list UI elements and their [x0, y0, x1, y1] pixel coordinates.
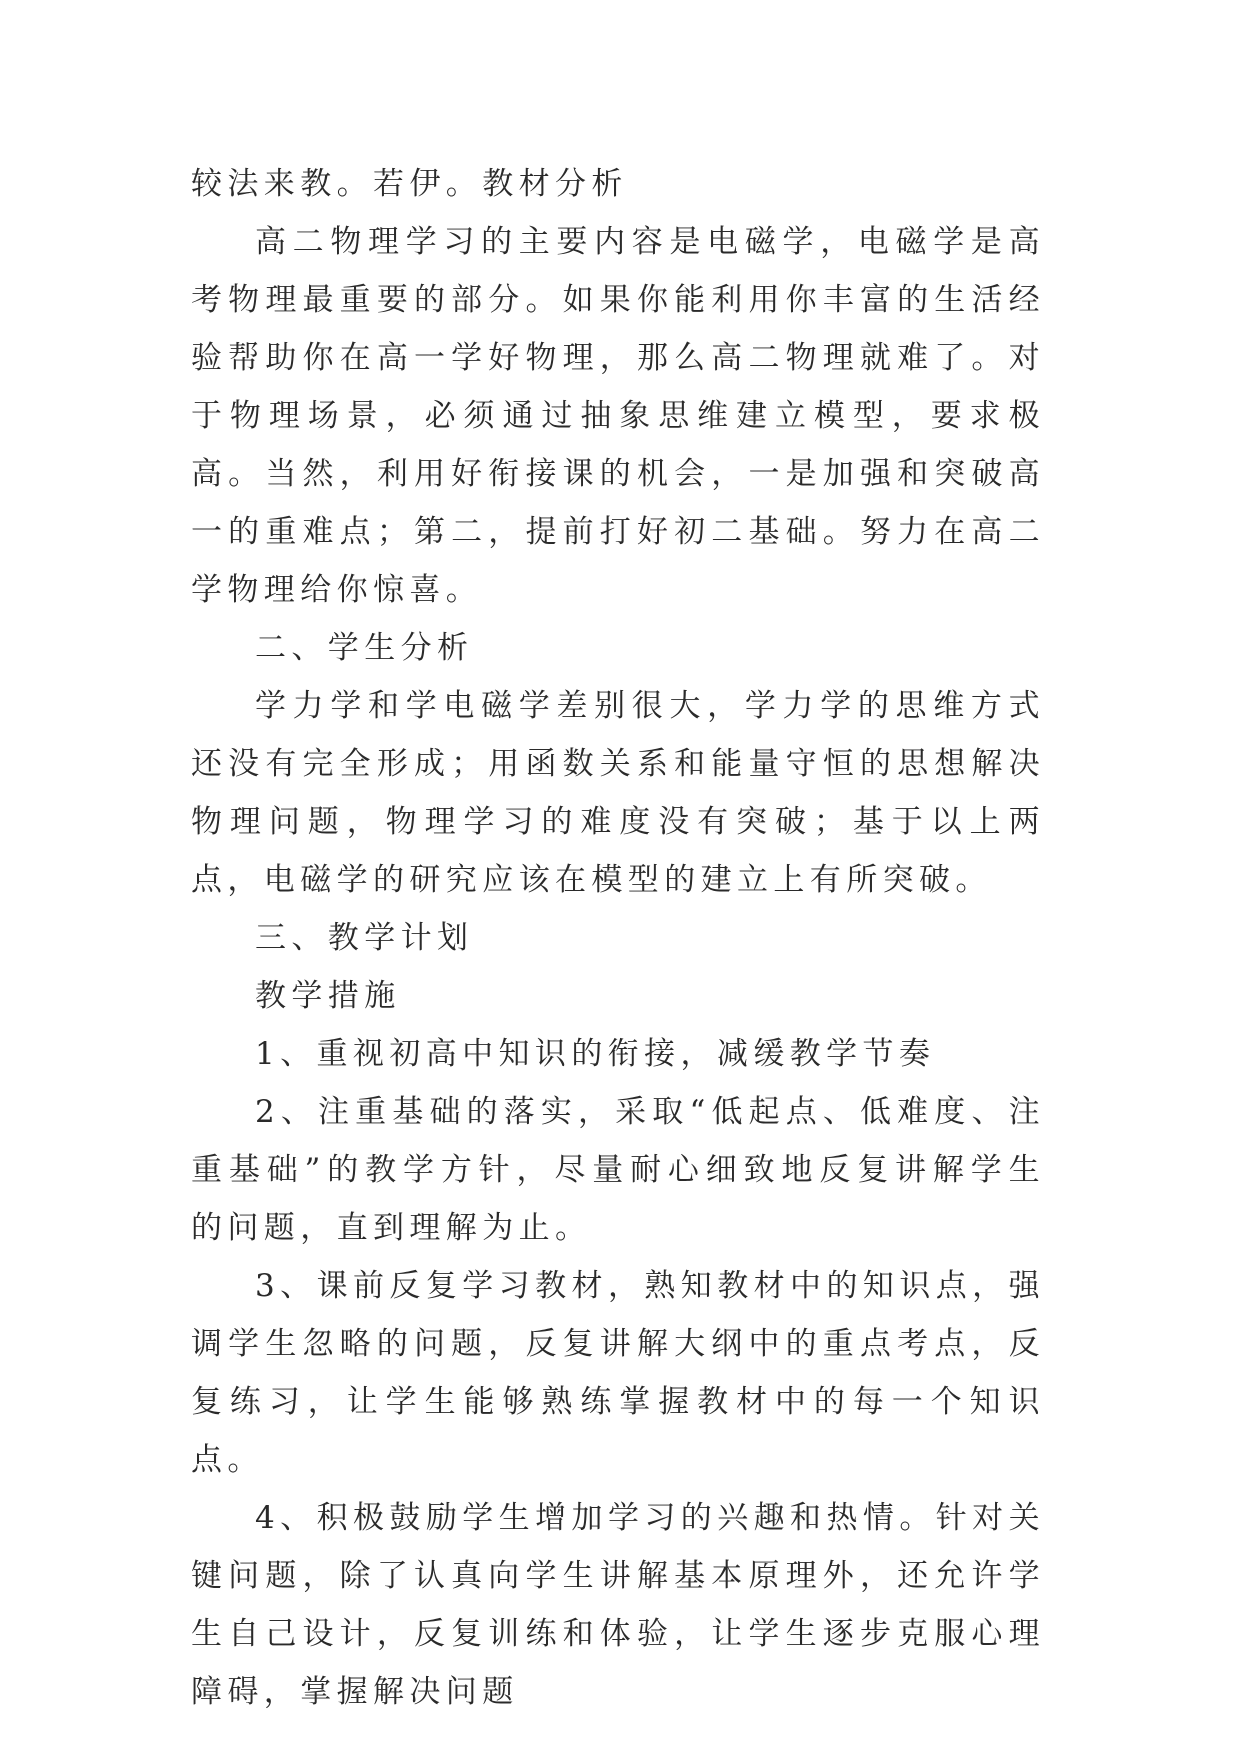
heading-student-analysis: 二、学生分析	[255, 630, 474, 666]
document-body	[191, 155, 1045, 1721]
paragraph-continuation: 较法来教。若伊。教材分析	[191, 166, 628, 202]
paragraph-textbook-analysis: 高二物理学习的主要内容是电磁学，电磁学是高考物理最重要的部分。如果你能利用你丰富的生活经验帮助你在高一学好物理，那么高二物理就难了。对于物理场景，必须通过抽象思维建立模型，要求极高。当然，利用好衔接课的机会，一是加强和突破高一的重难点；第二，提前打好初二基础。努力在高二学物理给你惊喜。	[191, 224, 1045, 608]
list-item-3: 3、课前反复学习教材，熟知教材中的知识点，强调学生忽略的问题，反复讲解大纲中的重点考点，反复练习，让学生能够熟练掌握教材中的每一个知识点。	[191, 1268, 1045, 1478]
heading-teaching-plan: 三、教学计划	[255, 920, 474, 956]
heading-teaching-measures: 教学措施	[255, 978, 401, 1014]
list-item-4: 4、积极鼓励学生增加学习的兴趣和热情。针对关键问题，除了认真向学生讲解基本原理外，还允许学生自己设计，反复训练和体验，让学生逐步克服心理障碍，掌握解决问题	[191, 1500, 1045, 1710]
list-item-2: 2、注重基础的落实，采取“低起点、低难度、注重基础”的教学方针，尽量耐心细致地反复讲解学生的问题，直到理解为止。	[191, 1094, 1045, 1246]
list-item-1: 1、重视初高中知识的衔接，减缓教学节奏	[255, 1036, 936, 1072]
paragraph-student-analysis: 学力学和学电磁学差别很大，学力学的思维方式还没有完全形成；用函数关系和能量守恒的思想解决物理问题，物理学习的难度没有突破；基于以上两点，电磁学的研究应该在模型的建立上有所突破。	[191, 688, 1045, 898]
